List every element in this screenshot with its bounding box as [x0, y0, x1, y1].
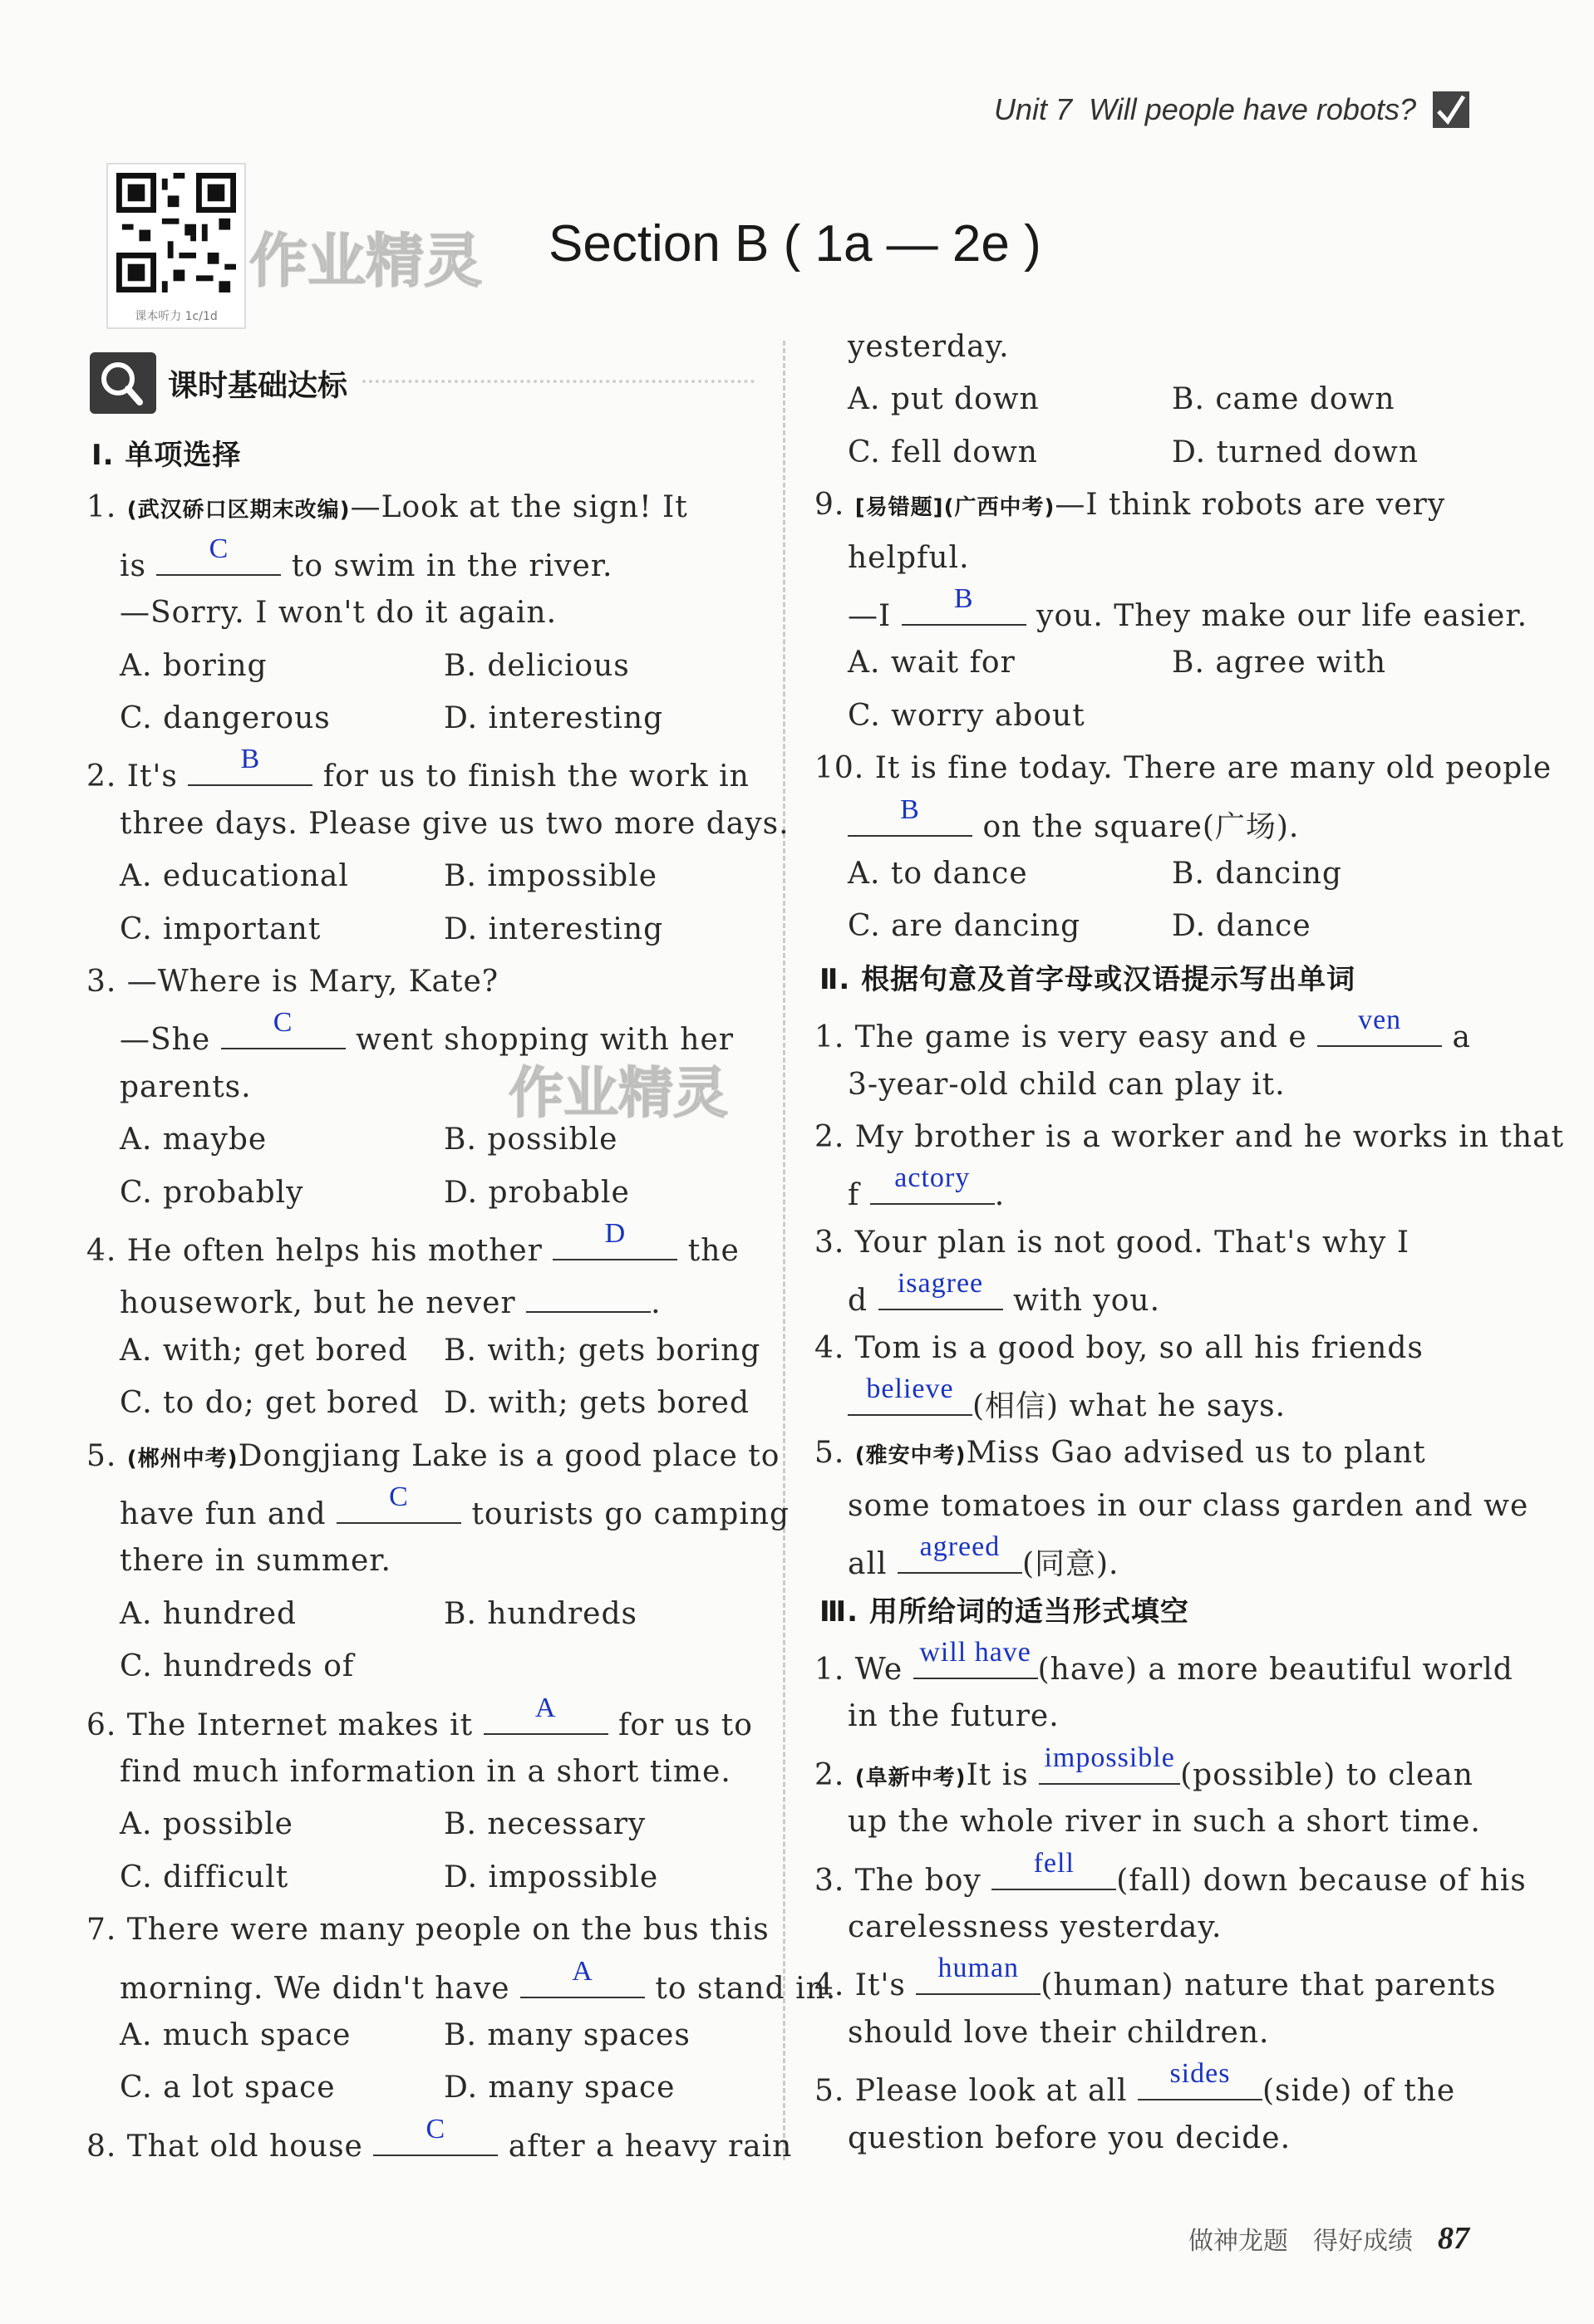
- question-line: [86, 1692, 753, 1742]
- question-text: 3-year-old child can play it.: [848, 1067, 1286, 1102]
- answer-blank[interactable]: [1039, 1742, 1180, 1785]
- answer-options: [120, 1650, 444, 1683]
- question-text: —Sorry. I won't do it again.: [120, 596, 558, 631]
- question-line: [848, 2017, 1269, 2050]
- question-text: 4. Tom is a good boy, so all his friends: [814, 1330, 1424, 1365]
- question-text: 3. Your plan is not good. That's why I: [814, 1225, 1410, 1260]
- option-text: D. turned down: [1172, 435, 1419, 469]
- handwritten-answer: ven: [1358, 1005, 1402, 1036]
- question-text: —Look at the sign! It: [350, 490, 688, 525]
- question-text: 2. My brother is a worker and he works in that: [814, 1120, 1565, 1154]
- question-text: for us to: [608, 1707, 753, 1742]
- question-text: 4. It's: [814, 1968, 917, 2003]
- option-text: B. dancing: [1172, 857, 1342, 891]
- answer-blank[interactable]: [848, 794, 972, 837]
- question-text: 1. We: [814, 1653, 913, 1687]
- option-text: B. with; gets boring: [444, 1333, 761, 1368]
- answer-options: [120, 1808, 646, 1841]
- answer-options: [120, 1598, 637, 1631]
- answer-blank[interactable]: [1317, 1005, 1442, 1047]
- answer-options: [120, 1387, 750, 1420]
- answer-options: [848, 700, 1172, 733]
- handwritten-answer: isagree: [897, 1268, 984, 1300]
- question-source: (阜新中考): [854, 1765, 967, 1791]
- question-line: [814, 1847, 1527, 1898]
- question-line: [86, 1218, 740, 1268]
- option-text: A. educational: [120, 859, 349, 894]
- answer-blank[interactable]: [916, 1953, 1041, 1995]
- option-text: C. dangerous: [120, 701, 331, 735]
- question-text: should love their children.: [848, 2015, 1270, 2050]
- handwritten-answer: A: [534, 1692, 557, 1723]
- option-text: B. possible: [444, 1123, 618, 1157]
- question-text: 4. He often helps his mother: [86, 1234, 553, 1268]
- question-text: (have) a more beautiful world: [1037, 1653, 1513, 1687]
- answer-options: [848, 646, 1386, 680]
- question-line: [814, 1226, 1410, 1260]
- question-line: [848, 1373, 1287, 1423]
- handwritten-answer: A: [572, 1955, 593, 1987]
- question-line: [848, 1268, 1161, 1319]
- handwritten-answer: actory: [894, 1162, 971, 1194]
- question-text: (同意).: [1021, 1547, 1119, 1582]
- qr-caption: 课本听力 1c/1d: [135, 310, 218, 323]
- question-text: 3. —Where is Mary, Kate?: [86, 965, 499, 999]
- question-source: (雅安中考): [854, 1443, 967, 1469]
- answer-options: [120, 1177, 630, 1210]
- question-text: (fall) down because of his: [1116, 1863, 1527, 1898]
- question-line: [814, 1953, 1497, 2003]
- answer-blank[interactable]: [373, 2113, 498, 2156]
- question-line: [120, 1481, 790, 1531]
- option-text: A. to dance: [848, 857, 1028, 891]
- answer-blank[interactable]: [870, 1162, 995, 1205]
- section-title: Section B ( 1a — 2e ): [549, 215, 1041, 273]
- question-text: morning. We didn't have: [120, 1971, 520, 2006]
- question-text: 2.: [814, 1757, 855, 1792]
- question-text: 6. The Internet makes it: [86, 1707, 484, 1742]
- handwritten-answer: sides: [1169, 2058, 1231, 2090]
- option-text: C. difficult: [120, 1860, 289, 1894]
- answer-blank[interactable]: [898, 1531, 1022, 1574]
- question-line: [120, 1007, 735, 1058]
- handwritten-answer: impossible: [1044, 1742, 1175, 1773]
- question-line: [86, 1914, 770, 1947]
- handwritten-answer: believe: [866, 1373, 954, 1404]
- option-text: A. much space: [120, 2018, 352, 2052]
- question-text: up the whole river in such a short time.: [848, 1805, 1481, 1840]
- question-text: (human) nature that parents: [1041, 1968, 1497, 2003]
- question-text: —I think robots are very: [1055, 488, 1446, 523]
- question-line: [120, 1756, 731, 1789]
- question-text: question before you decide.: [848, 2120, 1291, 2155]
- question-text: f: [848, 1178, 870, 1213]
- option-text: D. with; gets bored: [444, 1386, 750, 1421]
- section-heading: Ⅲ. 用所给词的适当形式填空: [819, 1594, 1189, 1629]
- question-source: [易错题](广西中考): [854, 495, 1055, 521]
- answer-blank[interactable]: [526, 1281, 651, 1313]
- checkmark-icon: [1433, 91, 1469, 128]
- question-line: [848, 331, 1010, 364]
- handwritten-answer: C: [209, 533, 229, 564]
- question-line: [814, 1437, 1426, 1472]
- qr-code-icon: [116, 173, 236, 292]
- question-line: [86, 965, 499, 999]
- answer-options: [120, 1861, 658, 1894]
- column-divider: [783, 341, 785, 2160]
- question-line: [120, 1071, 252, 1104]
- answer-blank[interactable]: [913, 1637, 1038, 1679]
- handwritten-answer: C: [389, 1481, 409, 1512]
- option-text: B. came down: [1172, 382, 1395, 417]
- option-text: D. many space: [444, 2071, 676, 2105]
- question-text: have fun and: [120, 1497, 337, 1531]
- question-text: d: [848, 1284, 878, 1319]
- question-text: parents.: [120, 1069, 252, 1104]
- option-text: C. hundreds of: [120, 1649, 355, 1684]
- question-text: —I: [848, 599, 902, 633]
- page-header: [994, 91, 1469, 128]
- question-text: 8. That old house: [86, 2129, 374, 2164]
- question-text: housework, but he never: [120, 1286, 527, 1321]
- question-text: there in summer.: [120, 1544, 391, 1579]
- option-text: D. interesting: [444, 701, 664, 735]
- question-line: [120, 1281, 662, 1320]
- question-line: [848, 542, 970, 575]
- question-text: yesterday.: [848, 330, 1010, 364]
- question-line: [814, 1742, 1473, 1795]
- unit-label: Unit 7: [994, 92, 1073, 126]
- answer-options: [848, 910, 1311, 943]
- question-text: 9.: [814, 488, 855, 523]
- question-line: [814, 1121, 1564, 1154]
- question-text: after a heavy rain: [498, 2129, 793, 2164]
- question-line: [814, 2058, 1456, 2109]
- answer-options: [120, 1123, 617, 1157]
- answer-blank[interactable]: [221, 1007, 346, 1049]
- question-text: 10. It is fine today. There are many old people: [814, 751, 1552, 786]
- question-line: [848, 1806, 1481, 1839]
- answer-blank[interactable]: [156, 533, 281, 576]
- banner-divider: [362, 380, 755, 386]
- question-text: It is: [966, 1757, 1040, 1792]
- answer-blank[interactable]: [337, 1481, 461, 1524]
- answer-options: [120, 860, 657, 893]
- answer-options: [120, 650, 630, 683]
- answer-blank[interactable]: [848, 1373, 972, 1416]
- question-text: 1. The game is very easy and e: [814, 1020, 1318, 1055]
- answer-blank[interactable]: [553, 1218, 677, 1260]
- footer-slogan: 做神龙题: [1188, 2227, 1288, 2256]
- question-line: [814, 1332, 1424, 1365]
- qr-code[interactable]: [106, 163, 246, 329]
- answer-blank[interactable]: [902, 583, 1026, 626]
- answer-options: [120, 2019, 691, 2052]
- option-text: C. fell down: [848, 435, 1038, 469]
- question-text: find much information in a short time.: [120, 1755, 731, 1789]
- option-text: B. many spaces: [444, 2018, 691, 2052]
- question-text: helpful.: [848, 540, 970, 575]
- answer-options: [120, 1334, 760, 1368]
- question-line: [814, 1005, 1472, 1055]
- handwritten-answer: agreed: [919, 1531, 1001, 1563]
- watermark: 作业精灵: [509, 1061, 728, 1125]
- question-text: three days. Please give us two more days.: [120, 806, 790, 841]
- handwritten-answer: B: [240, 744, 261, 775]
- question-text: on the square(广场).: [972, 809, 1300, 844]
- banner-label: 课时基础达标: [168, 368, 348, 403]
- question-line: [120, 1955, 837, 2006]
- answer-options: [120, 2071, 675, 2105]
- option-text: A. wait for: [848, 646, 1016, 680]
- page-footer: [1188, 2220, 1469, 2257]
- question-line: [848, 1490, 1528, 1523]
- handwritten-answer: C: [426, 2113, 446, 2145]
- question-line: [848, 1162, 1006, 1213]
- question-text: 3. The boy: [814, 1863, 992, 1898]
- question-text: a: [1442, 1020, 1472, 1055]
- answer-blank[interactable]: [188, 744, 312, 786]
- question-text: —She: [120, 1023, 221, 1058]
- question-text: all: [848, 1547, 898, 1582]
- question-text: .: [994, 1178, 1006, 1213]
- option-text: D. probable: [444, 1175, 630, 1210]
- option-text: C. a lot space: [120, 2071, 336, 2105]
- handwritten-answer: D: [604, 1218, 627, 1249]
- question-text: tourists go camping: [461, 1497, 790, 1531]
- question-line: [86, 491, 688, 527]
- question-line: [848, 1069, 1286, 1102]
- question-line: [120, 597, 557, 630]
- question-line: [814, 489, 1445, 524]
- answer-blank[interactable]: [878, 1268, 1003, 1310]
- option-text: D. dance: [1172, 909, 1311, 944]
- question-text: the: [677, 1234, 740, 1268]
- handwritten-answer: will have: [919, 1637, 1031, 1668]
- question-text: carelessness yesterday.: [848, 1910, 1223, 1944]
- question-text: some tomatoes in our class garden and we: [848, 1488, 1529, 1523]
- page-number: 87: [1438, 2221, 1469, 2256]
- question-text: went shopping with her: [345, 1023, 735, 1058]
- question-text: to swim in the river.: [281, 548, 613, 583]
- option-text: B. agree with: [1172, 646, 1387, 680]
- option-text: B. hundreds: [444, 1596, 637, 1631]
- question-text: 5. Please look at all: [814, 2074, 1138, 2109]
- option-text: A. maybe: [120, 1123, 268, 1157]
- question-text: in the future.: [848, 1699, 1060, 1734]
- answer-options: [848, 436, 1419, 469]
- question-text: 2. It's: [86, 759, 189, 794]
- option-text: D. impossible: [444, 1860, 659, 1894]
- section-heading: Ⅱ. 根据句意及首字母或汉语提示写出单词: [819, 962, 1356, 996]
- question-source: (武汉硚口区期末改编): [126, 498, 351, 523]
- question-text: you. They make our life easier.: [1026, 599, 1528, 633]
- answer-options: [848, 383, 1395, 416]
- section-heading: Ⅰ. 单项选择: [91, 439, 242, 472]
- option-text: C. important: [120, 911, 322, 946]
- option-text: B. necessary: [444, 1807, 647, 1842]
- question-text: is: [120, 548, 157, 583]
- option-text: B. delicious: [444, 648, 630, 683]
- option-text: A. with; get bored: [120, 1333, 408, 1368]
- question-text: (side) of the: [1262, 2074, 1456, 2109]
- option-text: C. are dancing: [848, 909, 1081, 944]
- answer-blank[interactable]: [484, 1692, 608, 1735]
- handwritten-answer: human: [937, 1953, 1020, 1984]
- option-text: C. to do; get bored: [120, 1386, 420, 1421]
- option-text: A. boring: [120, 648, 268, 683]
- section-banner: [90, 352, 755, 414]
- answer-blank[interactable]: [1138, 2058, 1262, 2100]
- question-line: [86, 2113, 793, 2164]
- question-line: [848, 1911, 1222, 1944]
- question-text: 5.: [814, 1436, 855, 1471]
- question-line: [848, 1531, 1119, 1582]
- question-line: [814, 752, 1552, 785]
- question-line: [814, 1637, 1513, 1687]
- answer-options: [848, 857, 1342, 891]
- question-text: 7. There were many people on the bus this: [86, 1913, 770, 1948]
- question-line: [120, 1545, 391, 1578]
- question-text: with you.: [1002, 1284, 1161, 1319]
- question-text: to stand in.: [644, 1971, 837, 2006]
- footer-slogan: 得好成绩: [1313, 2227, 1413, 2256]
- question-text: .: [651, 1286, 662, 1321]
- question-text: (possible) to clean: [1180, 1757, 1473, 1792]
- option-text: A. possible: [120, 1807, 293, 1842]
- handwritten-answer: B: [900, 794, 920, 825]
- option-text: C. probably: [120, 1175, 304, 1210]
- answer-options: [120, 702, 663, 735]
- question-line: [86, 744, 750, 794]
- question-line: [86, 1440, 780, 1476]
- question-text: 1.: [86, 490, 127, 525]
- option-text: D. interesting: [444, 911, 664, 946]
- handwritten-answer: B: [953, 583, 974, 614]
- question-text: (相信) what he says.: [972, 1389, 1287, 1423]
- question-line: [120, 533, 613, 583]
- question-text: for us to finish the work in: [312, 759, 750, 794]
- question-text: 5.: [86, 1438, 127, 1473]
- question-text: Miss Gao advised us to plant: [966, 1436, 1426, 1471]
- handwritten-answer: fell: [1033, 1847, 1075, 1879]
- question-line: [848, 1700, 1060, 1733]
- answer-blank[interactable]: [520, 1955, 645, 1998]
- answer-options: [120, 913, 663, 946]
- magnifier-icon: [90, 352, 156, 414]
- option-text: A. put down: [848, 382, 1040, 417]
- answer-blank[interactable]: [991, 1847, 1116, 1890]
- question-line: [848, 583, 1528, 633]
- option-text: C. worry about: [848, 698, 1085, 733]
- option-text: A. hundred: [120, 1596, 298, 1631]
- option-text: B. impossible: [444, 859, 658, 894]
- question-source: (郴州中考): [126, 1446, 239, 1472]
- question-line: [848, 794, 1300, 844]
- question-text: Dongjiang Lake is a good place to: [238, 1438, 780, 1473]
- unit-topic: Will people have robots?: [1089, 92, 1416, 126]
- watermark: 作业精灵: [249, 227, 482, 295]
- question-line: [848, 2122, 1291, 2155]
- handwritten-answer: C: [273, 1007, 293, 1039]
- question-line: [120, 808, 790, 841]
